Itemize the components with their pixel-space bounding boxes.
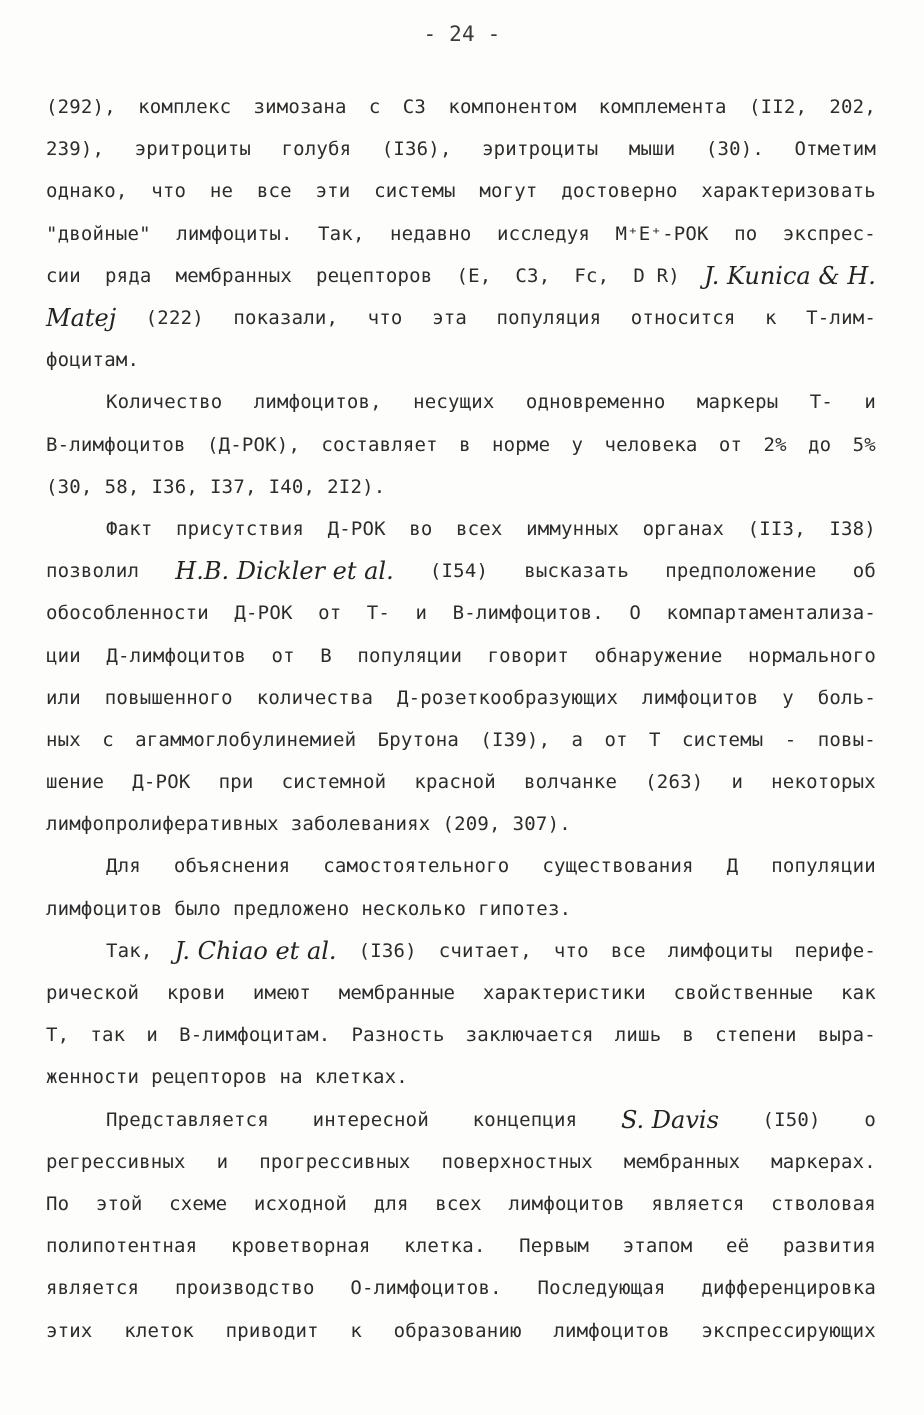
word: лимфоцитов, [253,391,382,414]
word: Д-лимфоцитов [106,644,247,667]
word: самостоятельного [323,855,510,878]
word: и [415,602,428,625]
word: лимфоцитов [553,1319,670,1342]
word: С3 [402,96,427,119]
word: с [102,728,114,751]
word: Fc, [574,264,610,287]
word: лимфоцитов [641,686,759,709]
word: присутствия [176,517,305,540]
word: D R) [633,264,680,287]
text-line [46,972,876,1014]
word: объяснения [173,855,291,878]
word: боль- [817,686,876,709]
word: об [852,560,876,583]
word: к [765,307,777,330]
word: (222) [145,307,204,330]
word: Т [649,728,661,751]
word: (I36) [358,939,417,962]
word: повы- [817,728,876,751]
word: в [459,433,471,456]
word: эта [432,307,467,330]
text-line [46,1056,876,1098]
word: популяция [496,307,602,330]
word: приводит [225,1319,319,1342]
word: у [782,686,794,709]
text-line [46,170,876,212]
page-number: - 24 - [423,22,501,46]
word: популяции [357,644,463,667]
word: I40, [268,475,316,498]
word: стволовая [771,1192,876,1215]
text-line [46,634,876,676]
word: Д [726,855,739,878]
word: По [46,1192,70,1215]
word: Брутона [377,728,460,751]
word: о [864,1108,876,1131]
word: от [318,602,342,625]
word: не [209,180,234,203]
word: популяции [771,855,876,878]
word: прогрессивных [259,1150,411,1173]
word: поверхностных [441,1150,593,1173]
word: 2I2). [327,475,386,498]
handwritten-author-name: J. Chiao et al. [174,936,337,965]
word: характеристики [482,982,646,1005]
text-line [46,424,876,466]
word: для [373,1192,409,1215]
word: некоторых [771,771,876,794]
word: всех [456,517,503,540]
word: является [651,1192,745,1215]
word: (292), [46,96,116,119]
word: рецепторов [151,1066,268,1089]
word: всех [435,1192,482,1215]
word: системы [374,180,456,203]
word: является [46,1277,140,1300]
word: Так, [318,222,365,245]
word: (I36), [381,138,452,161]
word: фоцитам. [46,349,140,372]
word: (30, [46,475,93,498]
text-line [46,1225,876,1267]
word: рецепторов [316,264,433,287]
word: системы [681,728,764,751]
word: C3, [515,264,551,287]
word: 202, [829,96,876,119]
word: в [682,1024,695,1047]
word: О [629,602,642,625]
word: (I50) [762,1108,821,1131]
word: Факт [106,517,153,540]
handwritten-author-name: H.B. Dickler et al. [175,557,394,586]
text-line [46,761,876,803]
word: клетка. [404,1235,486,1258]
word: образованию [393,1319,522,1342]
word: или [46,686,81,709]
word: ции [46,644,81,667]
text-line [46,381,876,423]
text-line [46,845,876,887]
word: составляет [321,433,438,456]
word: до [808,433,832,456]
text-line [46,508,876,550]
word: Т-лим- [806,307,876,330]
word: развития [782,1235,876,1258]
word: предположение [665,560,817,583]
word: при [218,771,254,794]
word: иммунных [526,517,620,540]
word: относится [630,307,736,330]
word: перифе- [794,939,876,962]
text-line [46,255,876,297]
word: предложено [232,897,350,920]
word: (30). [705,138,765,161]
word: производство [174,1277,315,1300]
word: этой [95,1192,143,1215]
word: сии [46,264,81,287]
word: а [571,728,584,751]
word: агаммоглобулинемией [135,728,357,751]
word: лимфоцитов [46,897,163,920]
word: О-лимфоцитов. [350,1277,502,1300]
word: этапом [622,1235,693,1258]
word: красной [414,771,496,794]
word: Разность [351,1024,445,1047]
word: что [151,180,187,203]
word: показали, [233,307,339,330]
word: маркеры [696,391,779,414]
word: шение [46,771,105,794]
word: клетках. [314,1066,408,1089]
word: 239), [46,138,105,161]
word: Т- [366,602,391,625]
word: органах [642,517,725,540]
word: было [174,897,221,920]
text-line [46,803,876,845]
word: имеют [252,982,312,1005]
text-line [46,339,876,381]
text-line [46,213,876,255]
word: однако, [46,180,128,203]
text-line [46,128,876,170]
word: голубя [281,138,352,161]
word: и [146,1024,158,1047]
word: 5% [852,433,876,456]
word: характеризовать [701,180,876,203]
word: женности [46,1066,140,1089]
word: одновременно [525,391,666,414]
word: В [320,644,332,667]
word: 58, [104,475,140,498]
word: свойственные [673,982,814,1005]
word: лимфоцитов [508,1192,625,1215]
word: (E, [456,264,492,287]
word: существования [542,855,694,878]
word: клеток [124,1319,195,1342]
word: экспрессирующих [701,1319,876,1342]
word: волчанке [523,771,618,794]
word: (I39), [480,728,551,751]
word: I36, [151,475,199,498]
word: экспрес- [782,222,876,245]
word: повышенного [104,686,233,709]
word: Д-РОК [234,602,293,625]
word: достоверно [561,180,678,203]
word: схеме [169,1192,228,1215]
word: (209, [442,813,501,836]
word: Т, [46,1024,70,1047]
handwritten-author-name: Matej [46,304,117,333]
text-line [46,550,876,592]
word: заболеваниях [290,813,431,836]
word: так [90,1024,126,1047]
text-line [46,930,876,972]
word: регрессивных [46,1150,186,1173]
word: Последующая [537,1277,666,1300]
word: обнаружение [594,644,723,667]
word: этих [46,1319,93,1342]
word: человека [604,433,698,456]
word: рической [46,982,140,1005]
word: комплемента [598,96,727,119]
word: заключается [465,1024,594,1047]
word: эти [315,180,351,203]
word: В-лимфоцитам. [179,1024,331,1047]
word: исходной [253,1192,348,1215]
word: интересной [312,1108,429,1131]
word: что [553,939,589,962]
text-line [46,1309,876,1351]
word: норме [492,433,551,456]
word: и [864,391,876,414]
word: эритроциты [482,138,599,161]
handwritten-author-name: J. Kunica & H. [703,261,876,290]
word: и [216,1150,229,1173]
word: 307). [512,813,571,836]
word: Так, [106,939,153,962]
word: недавно [390,222,472,245]
word: все [610,939,646,962]
word: от [718,433,743,456]
word: несколько [361,897,467,920]
text-line [46,677,876,719]
word: и [731,771,744,794]
word: Д-РОК [327,517,386,540]
text-line [46,592,876,634]
text-line [46,297,876,339]
word: Т- [809,391,833,414]
word: - [784,728,797,751]
word: нормального [747,644,876,667]
word: гипотез. [478,897,572,920]
word: мембранные [338,982,456,1005]
word: ных [46,728,81,751]
word: считает, [438,939,532,962]
word: Для [106,855,141,878]
word: исследуя [496,222,591,245]
word: M⁺E⁺-РОК [615,222,709,245]
word: выра- [817,1024,876,1047]
word: (II2, [748,96,808,119]
word: как [841,982,876,1005]
text-line [46,1099,876,1141]
text-line [46,86,876,128]
word: маркерах. [771,1150,876,1173]
word: дифференцировка [701,1277,876,1300]
word: Отметим [794,138,876,161]
word: Д-розеткообразующих [396,686,619,709]
word: В-лимфоцитов [46,433,186,456]
word: несущих [413,391,495,414]
word: (II3, [747,517,806,540]
word: её [725,1235,750,1258]
word: к [350,1319,363,1342]
word: (Д-РОК), [206,433,301,456]
word: все [256,180,292,203]
word: количества [256,686,374,709]
word: что [367,307,403,330]
word: Первым [519,1235,589,1258]
word: могут [479,180,538,203]
word: от [604,728,628,751]
word: на [279,1066,303,1089]
word: комплекс [138,96,232,119]
word: лимфопролиферативных [46,813,279,836]
word: говорит [487,644,570,667]
text-line [46,1267,876,1309]
word: лишь [614,1024,662,1047]
word: 2% [763,433,787,456]
word: зимозана [253,96,347,119]
word: мыши [628,138,676,161]
word: (263) [645,771,704,794]
word: компартаментализа- [666,602,876,625]
word: компонентом [448,96,577,119]
word: мембранных [623,1150,741,1173]
text-line [46,1183,876,1225]
word: высказать [524,560,630,583]
word: I38) [829,517,876,540]
word: позволил [46,560,140,583]
word: по [734,222,758,245]
text-line [46,466,876,508]
handwritten-author-name: S. Davis [620,1105,719,1134]
word: кроветворная [230,1235,371,1258]
word: системной [281,771,387,794]
text-line [46,1141,876,1183]
word: мембранных [175,264,292,287]
word: I37, [210,475,257,498]
word: лимфоциты. [176,222,293,245]
word: полипотентная [46,1235,198,1258]
word: Д-РОК [132,771,191,794]
word: во [409,517,433,540]
word: В-лимфоцитов. [452,602,604,625]
body-text [46,86,876,1352]
text-line [46,888,876,930]
word: у [571,433,584,456]
word: с [368,96,381,119]
word: степени [715,1024,797,1047]
word: обособленности [46,602,209,625]
text-line [46,1014,876,1056]
word: ряда [104,264,152,287]
word: крови [166,982,226,1005]
word: концепция [472,1108,578,1131]
text-line [46,719,876,761]
word: эритроциты [134,138,252,161]
word: "двойные" [46,222,151,245]
word: Количество [106,391,223,414]
word: от [271,644,295,667]
word: (I54) [429,560,489,583]
word: лимфоциты [667,939,773,962]
word: Представляется [106,1108,269,1131]
